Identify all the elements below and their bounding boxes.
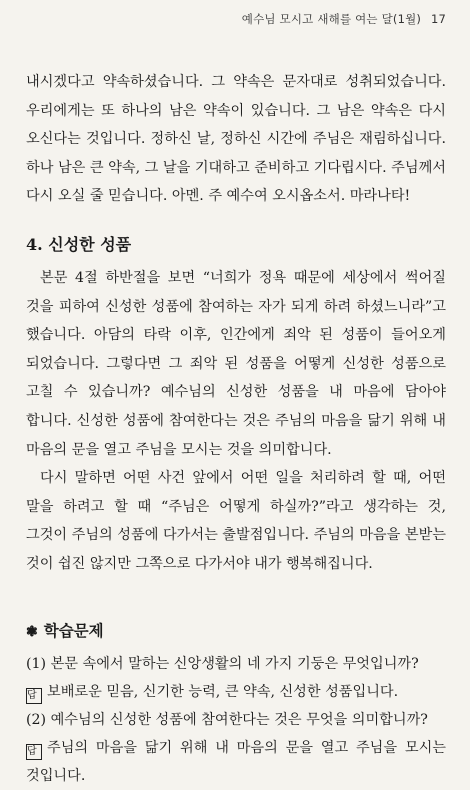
answer-mark-icon: 답 (26, 688, 42, 704)
section-heading: 4. 신성한 성품 (26, 234, 132, 254)
section-paragraph-1: 본문 4절 하반절을 보면 “너희가 정욕 때문에 세상에서 썩어질 것을 피하여 신성한 성품에 참여하는 자가 되게 하려 하셨느니라”고 했습니다. 아담의 타락 이후, 인간에게 죄악 된 성품이 들어오게 되었습니다. 그렇다면 그 죄악 된 성품을 어떻게 신성한 성품으로 고칠 수 있습니까? 예수님의 신성한 성품을 내 마음에 담아야 합니다. 신성한 성품에 참여한다는 것은 주님의 마음을 닮기 위해 내 마음의 문을 열고 주님을 모시는 것을 의미합니다. (26, 269, 446, 458)
study-answer-2 (26, 734, 446, 790)
study-question-2: (2) 예수님의 신성한 성품에 참여한다는 것은 무엇을 의미합니까? (26, 711, 428, 728)
running-header (242, 11, 446, 27)
study-question-1: (1) 본문 속에서 말하는 신앙생활의 네 가지 기둥은 무엇입니까? (26, 655, 419, 672)
running-title: 예수님 모시고 새해를 여는 달(1월) (241, 12, 422, 26)
intro-paragraph: 내시겠다고 약속하셨습니다. 그 약속은 문자대로 성취되었습니다. 우리에게는 또 하나의 남은 약속이 있습니다. 그 남은 약속은 다시 오신다는 것입니다. 정하신 날, 정하신 시간에 주님은 재림하십니다. 하나 남은 큰 약속, 그 날을 기대하고 준비하고 기다립시다. 주님께서 다시 오실 줄 믿습니다. 아멘. 주 예수여 오시옵소서. 마라나타! (26, 74, 446, 205)
study-heading (26, 619, 446, 644)
page-body (26, 68, 446, 790)
flower-icon: ❃ (26, 623, 38, 640)
page-number: 17 (430, 12, 446, 26)
study-heading-label: 학습문제 (43, 620, 104, 640)
answer-mark-icon: 답 (26, 744, 42, 760)
study-answer-1 (26, 678, 446, 706)
section-paragraph-2: 다시 말하면 어떤 사건 앞에서 어떤 일을 처리하려 할 때, 어떤 말을 하려고 할 때 “주님은 어떻게 하실까?”라고 생각하는 것, 그것이 주님의 성품에 다가서는 출발점입니다. 주님의 마음을 본받는 것이 쉽진 않지만 그쪽으로 다가서야 내가 행복해집니다. (26, 470, 446, 572)
study-answer-1-text: 보배로운 믿음, 신기한 능력, 큰 약속, 신성한 성품입니다. (47, 683, 399, 700)
study-answer-2-text: 주님의 마음을 닮기 위해 내 마음의 문을 열고 주님을 모시는 것입니다. (26, 739, 446, 784)
